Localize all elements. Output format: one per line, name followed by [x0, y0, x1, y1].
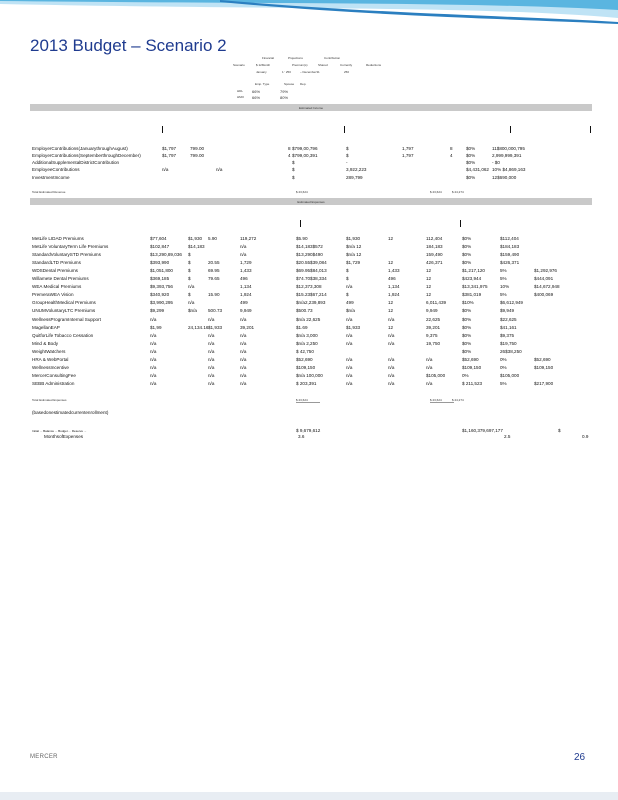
expense-cell-f: $n/a2,239,893 — [296, 300, 326, 306]
expense-note: (basedonestimatedcurrentenrollment) — [32, 410, 109, 415]
income-cell-e: 4 — [288, 153, 291, 158]
expense-row — [30, 260, 592, 266]
expense-cell-j: $0% — [462, 348, 472, 354]
expense-cell-a: n/a — [150, 340, 157, 346]
expense-row — [30, 236, 592, 242]
expense-cell-b: n/a — [188, 300, 195, 306]
expense-cell-h: 12 — [388, 260, 394, 266]
expense-cell-h: n/a — [388, 316, 395, 322]
expense-cell-k: 5% — [500, 268, 507, 274]
expense-cell-d: n/a — [240, 380, 247, 386]
income-cell-f: $ — [292, 160, 295, 165]
expense-row — [30, 349, 592, 355]
expense-cell-g: $1,930 — [346, 236, 361, 241]
expense-row — [30, 333, 592, 339]
expense-cell-d: n/a — [240, 332, 247, 338]
expense-cell-k: $22,625 — [500, 316, 517, 322]
income-cell-g: 289,799 — [346, 175, 363, 180]
expense-row-label: SEBB Administration — [32, 380, 75, 386]
expense-cell-c: n/a — [208, 380, 215, 386]
expense-cell-d: n/a — [240, 316, 247, 322]
expense-cell-h: n/a — [388, 332, 395, 338]
expense-cell-h: n/a — [388, 340, 395, 346]
expense-row-label: WEA Medical Premiums — [32, 284, 82, 290]
expense-cell-c: 5.90 — [208, 236, 217, 241]
expense-cell-g: $ — [346, 276, 349, 282]
expense-row — [30, 292, 592, 298]
expense-cell-d: n/a — [240, 364, 247, 370]
expense-row — [30, 317, 592, 323]
income-cell-h: 1,797 — [402, 153, 414, 158]
income-cell-f: $799,00,796 — [292, 146, 318, 151]
income-cell-c: n/a — [216, 167, 223, 172]
expense-cell-g: n/a — [346, 332, 353, 338]
expense-cell-i: $105,000 — [426, 372, 446, 378]
income-row — [30, 167, 592, 173]
income-cell-b: 799.00 — [190, 146, 205, 151]
expense-cell-f: $n/a 22,625 — [296, 316, 321, 322]
header-wave-decoration — [0, 0, 618, 30]
expense-cell-i: 112,404 — [426, 236, 443, 241]
expense-cell-a: $340,920 — [150, 292, 170, 298]
income-cell-b: 799.00 — [190, 153, 205, 158]
expense-cell-k: $9,949 — [500, 308, 515, 314]
expense-cell-j: $0% — [462, 236, 472, 241]
expense-row-label: Mind & Body — [32, 340, 59, 346]
income-row — [30, 175, 592, 181]
expense-cell-d: n/a — [240, 244, 247, 250]
expense-row — [30, 365, 592, 371]
expense-cell-a: $102,847 — [150, 244, 170, 250]
income-total-v3: $ 24,274 — [452, 190, 464, 194]
expense-cell-i: 426,371 — [426, 260, 443, 266]
expense-cell-k: 5% — [500, 276, 507, 282]
expense-cell-k: 0% — [500, 356, 507, 362]
expense-cell-j: 0% — [462, 372, 469, 378]
expense-cell-k: $19,750 — [500, 340, 517, 346]
income-row-label: AdditionalSupplementalDistrictContribution — [32, 160, 120, 165]
expense-cell-c: 20.55 — [208, 260, 220, 266]
expense-cell-d: 39,201 — [240, 324, 255, 330]
expense-row — [30, 341, 592, 347]
expense-cell-j: $1,217,120 — [462, 268, 485, 274]
page-number: 26 — [574, 752, 586, 763]
income-total-v1: $ 23,624 — [296, 190, 308, 194]
expense-row — [30, 244, 592, 250]
expense-cell-c: n/a — [208, 348, 215, 354]
expense-cell-i: n/a — [426, 356, 433, 362]
expense-cell-l: $14,672,948 — [534, 284, 560, 290]
income-cell-f: $799,00,391 — [292, 153, 318, 158]
expense-total-v3: $ 24,274 — [452, 398, 464, 402]
income-row — [30, 160, 592, 166]
expense-cell-f: $69.95$84,013 — [296, 268, 327, 274]
expense-cell-i: 39,201 — [426, 324, 441, 330]
expense-cell-j: $423,944 — [462, 276, 482, 282]
expense-row — [30, 308, 592, 314]
expense-cell-h: 1,924 — [388, 292, 400, 298]
income-cell-a: n/a — [162, 167, 169, 172]
expense-cell-j: $ 211,523 — [462, 380, 483, 386]
expense-cell-d: n/a — [240, 348, 247, 354]
expense-cell-f: $n/a 2,250 — [296, 340, 318, 346]
expense-row-label: QuitforLife Tobacco Cessation — [32, 332, 94, 338]
income-cell-k: 10% $4,869,163 — [492, 167, 526, 172]
expense-cell-a: $393,990 — [150, 260, 170, 266]
summary-months-row: MonthsofExpenses 3.6 2.5 0.9 — [44, 434, 589, 439]
expense-cell-f: $20.55$39,084 — [296, 260, 327, 266]
expense-cell-j: $52,690 — [462, 356, 479, 362]
expense-cell-f: $n/a 100,000 — [296, 372, 323, 378]
expense-cell-j: $381,019 — [462, 292, 482, 298]
mercer-logo: MERCER — [30, 754, 58, 760]
expense-cell-a: $9,393,756 — [150, 284, 173, 290]
expense-cell-g: n/a — [346, 340, 353, 346]
income-cell-g: $ — [346, 153, 349, 158]
expense-cell-d: n/a — [240, 356, 247, 362]
expense-cell-k: $9,375 — [500, 332, 515, 338]
expense-cell-b: n/a — [188, 284, 195, 290]
income-cell-a: $1,797 — [162, 153, 177, 158]
expense-row-label: GroupHealthMedical Premiums — [32, 300, 96, 306]
income-row — [30, 153, 592, 159]
expense-cell-k: $159,490 — [500, 252, 520, 258]
expense-cell-i: 12 — [426, 276, 432, 282]
bottom-strip — [0, 792, 618, 800]
expense-cell-g: 499 — [346, 300, 354, 306]
expense-cell-c: 15.90 — [208, 292, 220, 298]
expense-cell-a: $77,604 — [150, 236, 167, 241]
expense-row-label: StandardLTD Premiums — [32, 260, 81, 266]
expense-cell-k: $112,404 — [500, 236, 519, 241]
expense-cell-c: n/a — [208, 340, 215, 346]
expense-cell-c: n/a — [208, 364, 215, 370]
expense-cell-d: 9,949 — [240, 308, 252, 314]
expense-cell-i: 12 — [426, 292, 432, 298]
expense-cell-b: $14,183 — [188, 244, 205, 250]
income-cell-j: $0% — [466, 160, 476, 165]
expense-cell-j: $0% — [462, 332, 472, 338]
income-cell-j: $4,431,062 — [466, 167, 489, 172]
income-cell-i: 8 — [450, 146, 453, 151]
expense-section-band: Estimated Expenses — [30, 198, 592, 205]
expense-cell-g: $1,933 — [346, 324, 361, 330]
expense-cell-h: 12 — [388, 236, 394, 241]
expense-cell-j: $13,341,975 — [462, 284, 488, 290]
expense-row-label: HRA & WebPortal — [32, 356, 69, 362]
expense-cell-c: n/a — [208, 332, 215, 338]
income-cell-j: $0% — [466, 175, 476, 180]
expense-cell-d: 1,924 — [240, 292, 252, 298]
expense-cell-f: $74.70$38,334 — [296, 276, 327, 282]
expense-cell-j: $0% — [462, 324, 472, 330]
income-cell-h: 1,797 — [402, 146, 414, 151]
income-row-label: EmployeeContributions — [32, 167, 80, 172]
income-cell-k: 12$690,000 — [492, 175, 517, 180]
expense-cell-b: $ — [188, 292, 191, 298]
expense-cell-g: $ — [346, 292, 349, 298]
expense-cell-a: $13,290,89,036 — [150, 252, 182, 258]
expense-row-label: WellnessIncentive — [32, 364, 69, 370]
expense-total-v1: $ 23,624 — [296, 398, 308, 402]
expense-row — [30, 276, 592, 282]
expense-cell-i: 12 — [426, 284, 432, 290]
expense-cell-k: $41,161 — [500, 324, 517, 330]
expense-cell-k: 5% — [500, 292, 507, 298]
income-cell-k: 2,999,999,391 — [492, 153, 522, 158]
expense-row-label: PremeraWEA Vision — [32, 292, 74, 298]
expense-row-label: MetLife LIDAD Premiums — [32, 236, 84, 241]
expense-cell-k: $6,612,949 — [500, 300, 523, 306]
expense-row — [30, 252, 592, 258]
expense-cell-h: 1,134 — [388, 284, 400, 290]
income-cell-f: $ — [292, 167, 295, 172]
income-total-label: Total Estimated Revenue — [32, 190, 66, 194]
expense-cell-i: 19,750 — [426, 340, 441, 346]
expense-cell-d: n/a — [240, 340, 247, 346]
expense-cell-k: 0% — [500, 364, 507, 370]
expense-cell-i: 9,949 — [426, 308, 438, 314]
expense-cell-h: n/a — [388, 356, 395, 362]
expense-cell-k: 26$38,250 — [500, 348, 522, 354]
expense-cell-c: 500.73 — [208, 308, 223, 314]
expense-cell-a: $1,99 — [150, 324, 162, 330]
income-total-v2: $ 23,624 — [430, 190, 442, 194]
expense-cell-d: 1,729 — [240, 260, 252, 266]
expense-cell-k: $426,371 — [500, 260, 520, 266]
expense-cell-b: $ — [188, 252, 191, 258]
expense-cell-d: 119,272 — [240, 236, 257, 241]
expense-cell-f: $ 42,750 — [296, 348, 314, 354]
expense-cell-a: $9,299 — [150, 308, 165, 314]
expense-cell-c: n/a — [208, 316, 215, 322]
expense-cell-h: n/a — [388, 372, 395, 378]
expense-cell-l: $109,150 — [534, 364, 554, 370]
expense-row-label: MercerConsultingFee — [32, 372, 76, 378]
income-cell-j: $0% — [466, 146, 476, 151]
income-row-label: InvestmentIncome — [32, 175, 70, 180]
expense-cell-j: $0% — [462, 260, 472, 266]
expense-column-header — [30, 210, 592, 232]
expense-cell-d: 1,433 — [240, 268, 252, 274]
expense-cell-f: $13,290$490 — [296, 252, 323, 258]
expense-cell-a: $369,185 — [150, 276, 170, 282]
income-cell-k: - $0 — [492, 160, 500, 165]
expense-cell-c: $1,933 — [208, 324, 223, 330]
expense-cell-l: $1,292,976 — [534, 268, 557, 274]
income-row-label: EmployerContributions(SeptemberthroughDecember) — [32, 153, 141, 158]
expense-cell-k: 10% — [500, 284, 510, 290]
expense-row-label: WellnessProgramInternal Support — [32, 316, 101, 322]
expense-cell-h: 12 — [388, 324, 394, 330]
income-cell-e: 8 — [288, 146, 291, 151]
expense-cell-j: $0% — [462, 244, 472, 250]
income-cell-a: $1,797 — [162, 146, 177, 151]
expense-row-label: UNUMVoluntaryLTC Premiums — [32, 308, 96, 314]
expense-cell-i: 159,490 — [426, 252, 443, 258]
expense-cell-f: $5.90 — [296, 236, 308, 241]
expense-cell-a: n/a — [150, 356, 157, 362]
expense-row — [30, 381, 592, 387]
expense-cell-g: $1,729 — [346, 260, 361, 266]
expense-row-label: StandardVoluntarySTD Premiums — [32, 252, 101, 258]
expense-cell-g: n/a — [346, 380, 353, 386]
income-column-header — [30, 118, 592, 140]
page-title: 2013 Budget – Scenario 2 — [30, 36, 227, 55]
expense-cell-a: n/a — [150, 380, 157, 386]
expense-total-label: Total Estimated Expenses — [32, 398, 67, 402]
expense-cell-j: $10% — [462, 300, 474, 306]
expense-cell-h: 12 — [388, 300, 394, 306]
expense-cell-i: 184,183 — [426, 244, 443, 250]
income-row — [30, 146, 592, 152]
expense-cell-j: $0% — [462, 252, 472, 258]
expense-cell-b: $1,930 — [188, 236, 203, 241]
expense-cell-b: $ — [188, 260, 191, 266]
expense-cell-f: $n/a 3,000 — [296, 332, 318, 338]
expense-cell-c: n/a — [208, 356, 215, 362]
income-cell-k: 11$800,000,795 — [492, 146, 525, 151]
expense-cell-h: 1,433 — [388, 268, 400, 274]
expense-cell-f: $52,690 — [296, 356, 313, 362]
expense-cell-g: $n/a 12 — [346, 244, 362, 250]
expense-cell-g: n/a — [346, 316, 353, 322]
expense-cell-g: n/a — [346, 284, 353, 290]
expense-cell-d: 496 — [240, 276, 248, 282]
expense-cell-i: 12 — [426, 268, 432, 274]
expense-cell-d: 499 — [240, 300, 248, 306]
expense-cell-a: $3,990,295 — [150, 300, 173, 306]
expense-cell-b: $ — [188, 268, 191, 274]
expense-cell-g: n/a — [346, 364, 353, 370]
expense-cell-l: $217,900 — [534, 380, 554, 386]
expense-cell-f: $ 203,391 — [296, 380, 317, 386]
expense-cell-c: n/a — [208, 372, 215, 378]
expense-cell-h: n/a — [388, 380, 395, 386]
income-cell-g: - — [346, 160, 348, 165]
expense-cell-l: $400,069 — [534, 292, 554, 298]
summary-reserve-row: Initial ... Balance ... Budget ... Reserve ... $ 9,679,612 $1,160,379,697,177 $ — [32, 428, 561, 433]
expense-row — [30, 373, 592, 379]
expense-cell-j: $0% — [462, 340, 472, 346]
expense-cell-f: $500.73 — [296, 308, 313, 314]
expense-cell-a: $1,051,800 — [150, 268, 173, 274]
expense-cell-h: 496 — [388, 276, 396, 282]
income-section-band: Estimated Income — [30, 104, 592, 111]
expense-cell-d: 1,134 — [240, 284, 252, 290]
expense-cell-j: $0% — [462, 316, 472, 322]
expense-row-label: MetLife VoluntaryTerm Life Premiums — [32, 244, 109, 250]
expense-row-label: Willamete Dental Premiums — [32, 276, 89, 282]
expense-row-label: MagellanEAP — [32, 324, 60, 330]
expense-row — [30, 284, 592, 290]
expense-cell-g: $ — [346, 268, 349, 274]
expense-cell-g: $n/a 12 — [346, 252, 362, 258]
expense-cell-i: 6,011,439 — [426, 300, 447, 306]
expense-cell-a: n/a — [150, 332, 157, 338]
expense-row — [30, 300, 592, 306]
expense-cell-a: n/a — [150, 348, 157, 354]
expense-cell-f: $1.69 — [296, 324, 308, 330]
expense-cell-i: n/a — [426, 364, 433, 370]
expense-cell-j: $109,150 — [462, 364, 482, 370]
expense-cell-l: $444,091 — [534, 276, 554, 282]
expense-cell-g: n/a — [346, 372, 353, 378]
expense-row — [30, 357, 592, 363]
income-cell-g: 3,922,223 — [346, 167, 367, 172]
expense-cell-b: $n/a — [188, 308, 197, 314]
expense-cell-k: $184,183 — [500, 244, 520, 250]
expense-cell-i: 22,625 — [426, 316, 441, 322]
expense-cell-b: $ — [188, 276, 191, 282]
expense-cell-i: 9,375 — [426, 332, 438, 338]
expense-cell-a: n/a — [150, 372, 157, 378]
income-row-label: EmployerContributions(JanuarythroughAugust) — [32, 146, 128, 151]
expense-cell-k: 5% — [500, 380, 507, 386]
expense-cell-c: 79.65 — [208, 276, 220, 282]
expense-row — [30, 268, 592, 274]
expense-cell-j: $0% — [462, 308, 472, 314]
expense-row-label: WeightWatchers — [32, 348, 66, 354]
expense-row — [30, 325, 592, 331]
income-cell-i: 4 — [450, 153, 453, 158]
expense-cell-g: $n/a — [346, 308, 355, 314]
expense-row-label: WDSDental Premiums — [32, 268, 78, 274]
income-cell-j: $0% — [466, 153, 476, 158]
expense-cell-d: n/a — [240, 372, 247, 378]
expense-cell-l: $52,690 — [534, 356, 551, 362]
expense-cell-h: n/a — [388, 364, 395, 370]
expense-cell-a: n/a — [150, 316, 157, 322]
expense-cell-f: $109,150 — [296, 364, 316, 370]
expense-cell-i: n/a — [426, 380, 433, 386]
expense-cell-f: $15.23$67,214 — [296, 292, 327, 298]
expense-cell-a: n/a — [150, 364, 157, 370]
expense-cell-d: n/a — [240, 252, 247, 258]
income-cell-f: $ — [292, 175, 295, 180]
expense-cell-f: $14,183$572 — [296, 244, 323, 250]
expense-cell-h: 12 — [388, 308, 394, 314]
expense-total-v2: $ 23,624 — [430, 398, 442, 402]
expense-cell-g: n/a — [346, 356, 353, 362]
expense-cell-k: $105,000 — [500, 372, 520, 378]
income-cell-g: $ — [346, 146, 349, 151]
expense-cell-b: 24,134.16 — [188, 324, 209, 330]
expense-cell-f: $12,373,308 — [296, 284, 322, 290]
expense-cell-c: 69.95 — [208, 268, 220, 274]
